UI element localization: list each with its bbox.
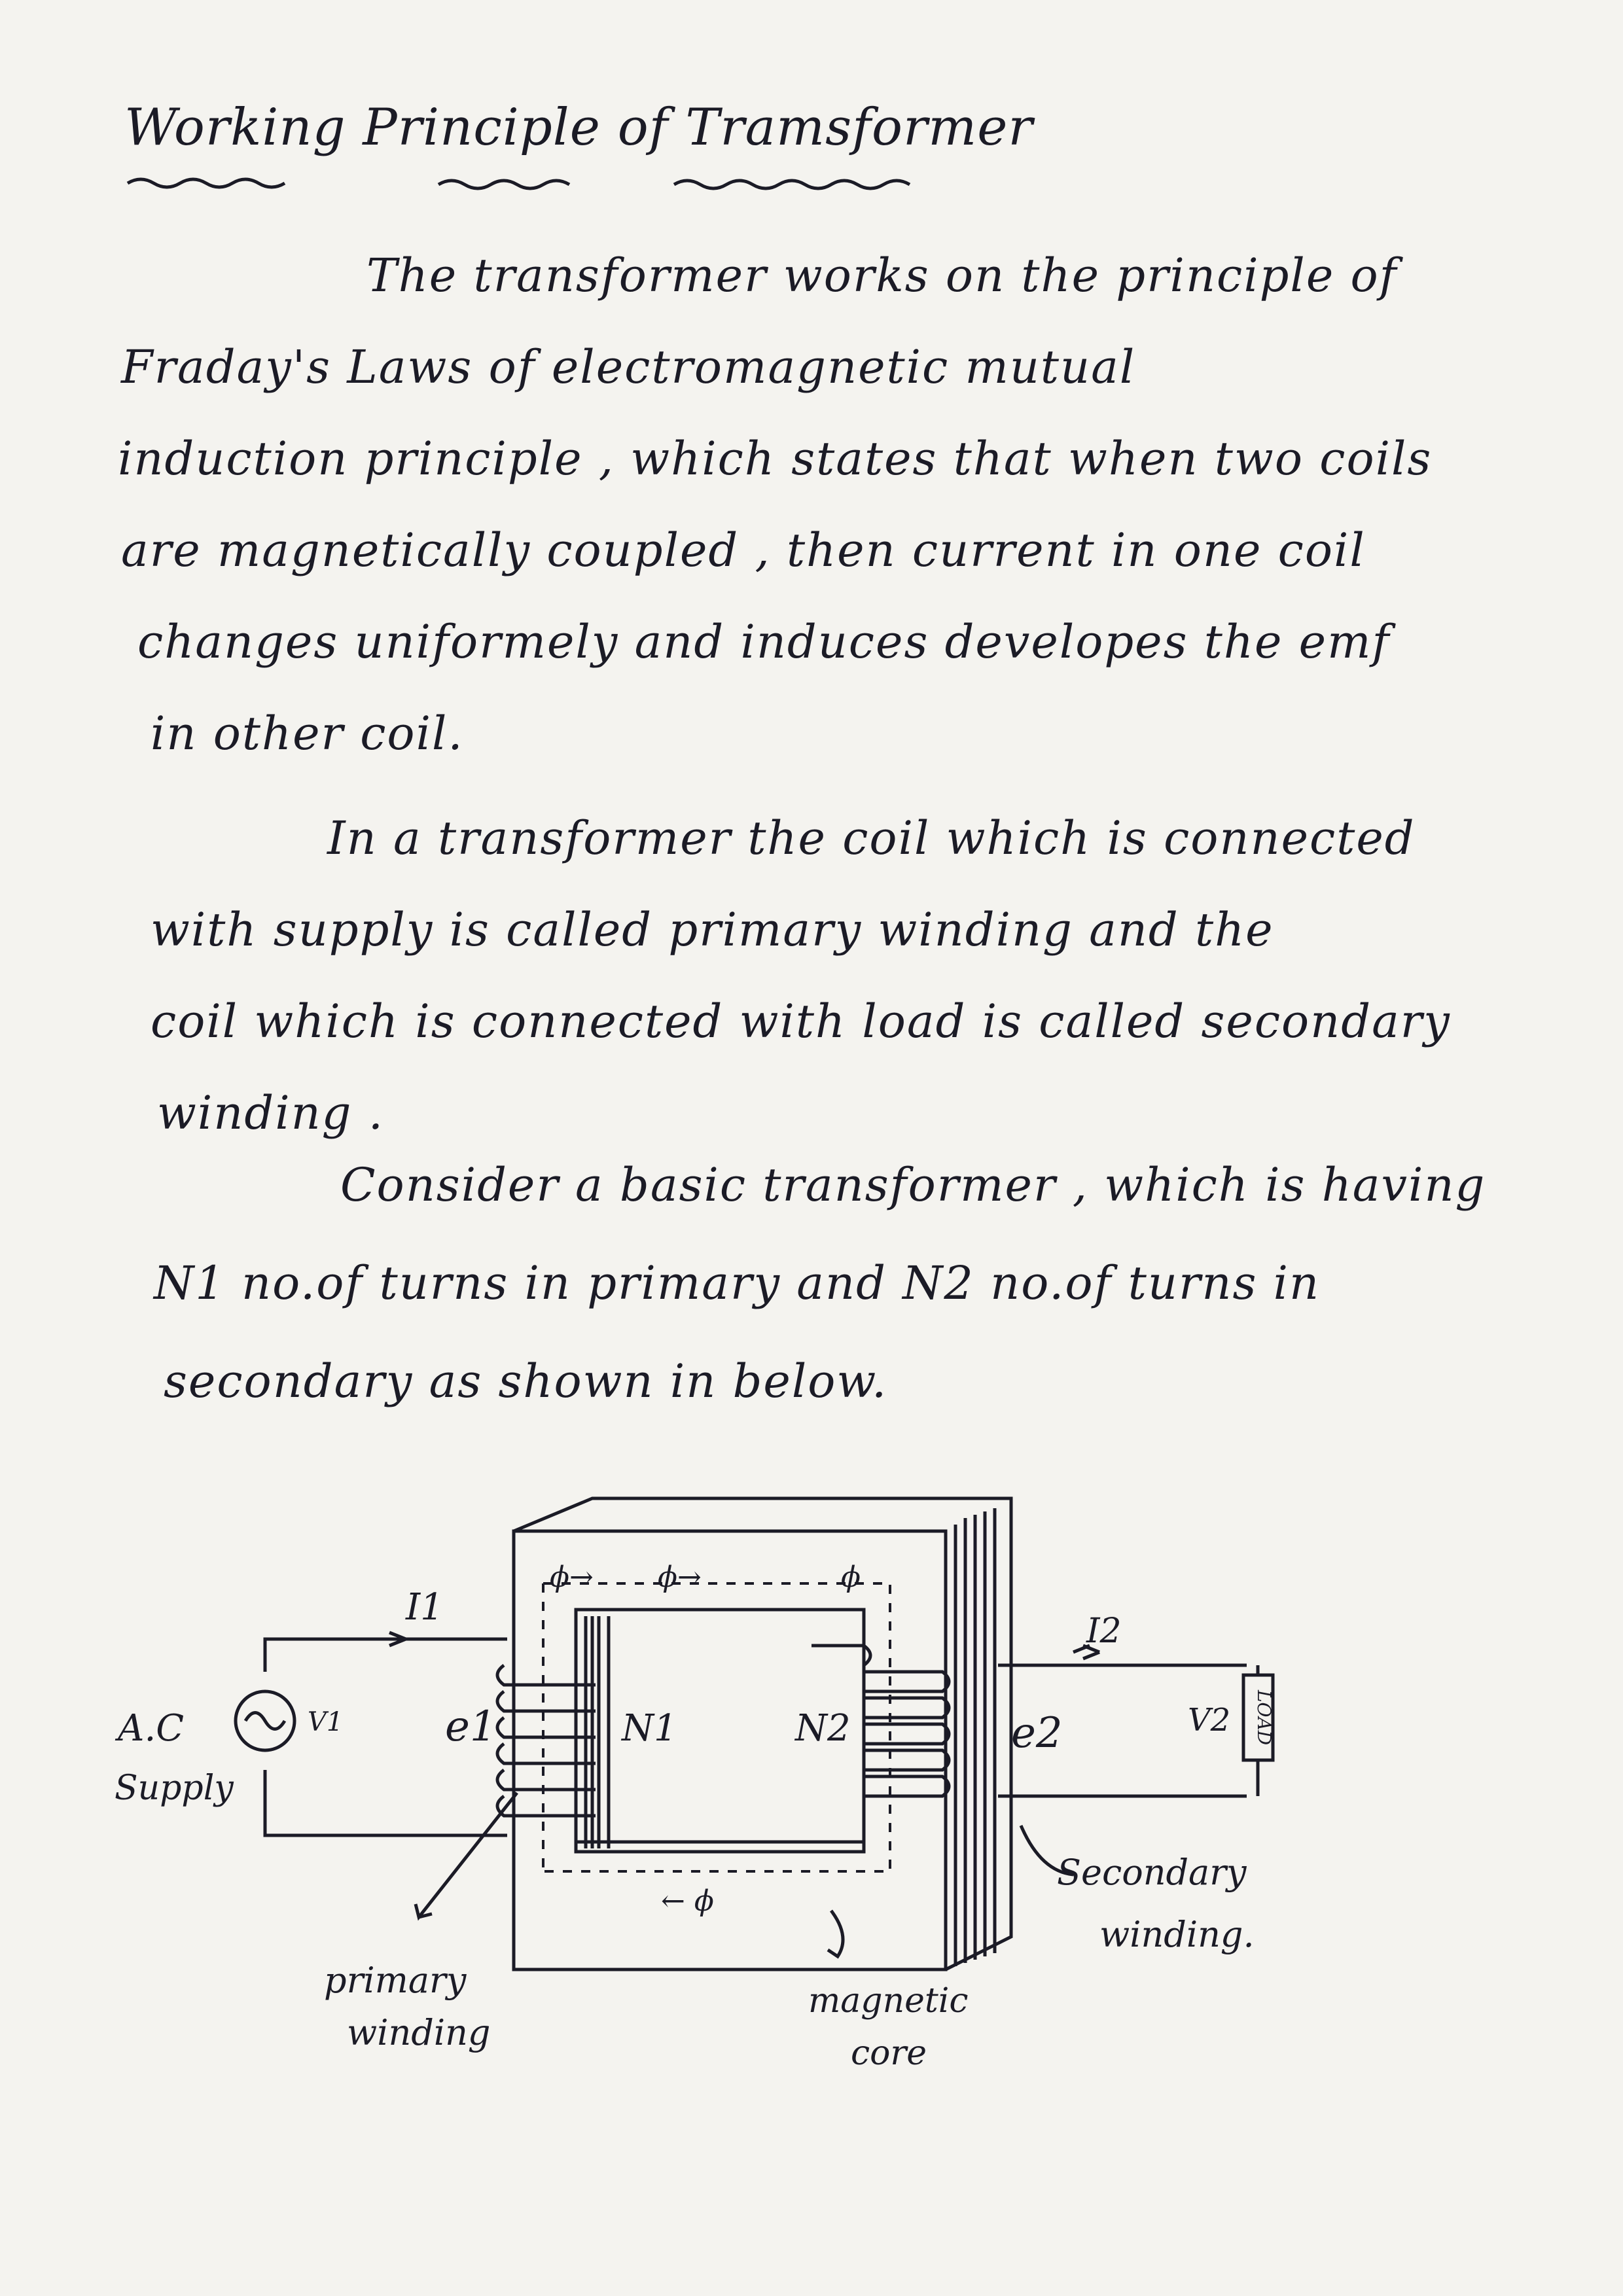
magnetic-core-label-1: magnetic xyxy=(808,1981,969,2021)
ac-supply-label-2: Supply xyxy=(115,1769,234,1808)
ac-supply-label: A.C xyxy=(118,1707,185,1750)
i1-label: I1 xyxy=(406,1586,444,1629)
paragraph-2-line-2: with supply is called primary winding and the xyxy=(151,903,1274,957)
flux-label-top-2: ϕ→ xyxy=(658,1561,702,1594)
primary-winding-label-2: winding xyxy=(347,2012,491,2053)
secondary-winding-label-1: Secondary xyxy=(1057,1852,1247,1893)
e1-label: e1 xyxy=(445,1703,497,1751)
primary-leader xyxy=(416,1793,517,1917)
flux-label-top-1: ϕ→ xyxy=(550,1561,594,1594)
paragraph-1-line-1: The transformer works on the principle of xyxy=(366,249,1398,302)
page-title: Working Principle of Tramsformer xyxy=(124,98,1033,157)
flux-label-bottom: ← ϕ xyxy=(661,1884,714,1918)
secondary-winding-label-2: winding. xyxy=(1099,1914,1255,1955)
v1-label: V1 xyxy=(308,1707,344,1737)
paragraph-3-line-3: secondary as shown in below. xyxy=(164,1354,888,1408)
paragraph-1-line-5: changes uniformely and induces developes the emf xyxy=(137,615,1391,669)
paragraph-3-line-2: N1 no.of turns in primary and N2 no.of turns in xyxy=(154,1256,1321,1310)
primary-wire-bottom xyxy=(265,1770,507,1835)
flux-label-top-3: ϕ xyxy=(841,1561,861,1594)
paragraph-1-line-2: Fraday's Laws of electromagnetic mutual xyxy=(121,340,1136,394)
paragraph-1-line-3: induction principle , which states that when two coils xyxy=(118,432,1433,486)
e2-label: e2 xyxy=(1011,1709,1063,1757)
paragraph-2-line-1: In a transformer the coil which is connected xyxy=(327,811,1416,865)
primary-wire-top xyxy=(265,1639,507,1672)
paragraph-1-line-6: in other coil. xyxy=(151,707,464,760)
core-leader xyxy=(828,1911,843,1956)
paragraph-1-line-4: are magnetically coupled , then current in one coil xyxy=(121,523,1366,577)
paragraph-2-line-4: winding . xyxy=(157,1086,384,1140)
paragraph-3-line-1: Consider a basic transformer , which is having xyxy=(340,1158,1486,1212)
paragraph-2-line-3: coil which is connected with load is called secondary xyxy=(151,995,1451,1048)
v2-label: V2 xyxy=(1188,1702,1231,1739)
n1-label: N1 xyxy=(622,1707,677,1750)
transformer-diagram xyxy=(0,1472,1623,2127)
i2-label: I2 xyxy=(1086,1612,1122,1651)
primary-winding-label-1: primary xyxy=(324,1960,467,2001)
title-underline xyxy=(124,170,949,196)
load-label: LOAD xyxy=(1253,1689,1275,1746)
magnetic-core-label-2: core xyxy=(851,2034,927,2073)
n2-label: N2 xyxy=(795,1707,851,1750)
